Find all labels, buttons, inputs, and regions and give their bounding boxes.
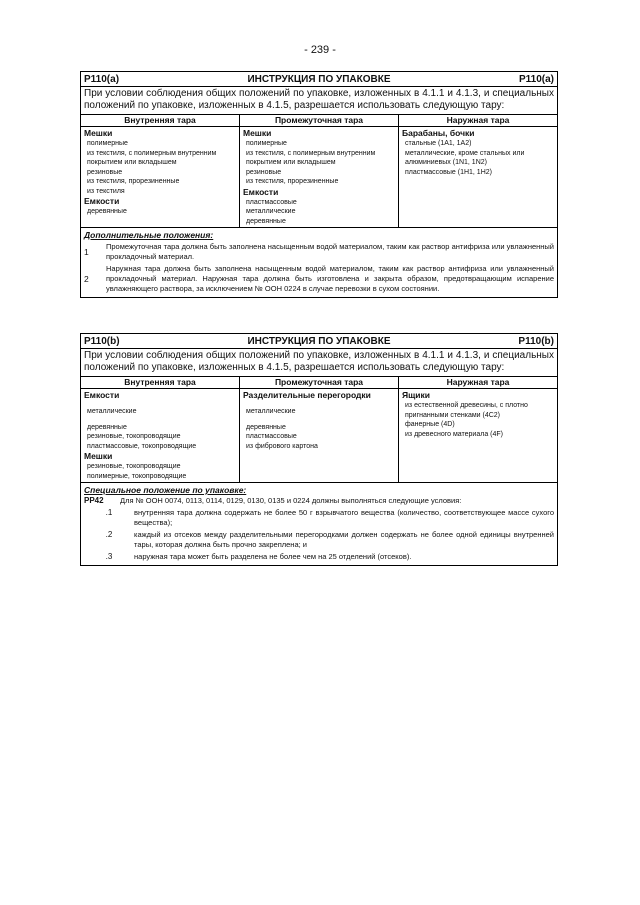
- group-title: Ящики: [402, 390, 430, 400]
- code-right: P110(a): [518, 73, 554, 85]
- list-item: резиновые, токопроводящие: [87, 463, 181, 470]
- additional-provisions: [81, 228, 557, 297]
- list-item: из текстиля, прорезиненные: [87, 178, 180, 185]
- pp-sub-item: [84, 508, 554, 528]
- packaging-columns: [81, 127, 557, 228]
- list-item: из текстиля: [87, 187, 125, 195]
- note-text: Наружная тара должна быть заполнена насыщенным водой материалом, таким как раствор антифриза или увлажненный прокладочный материал. Наружная тара должна быть изготовлена и закрыта образом, предотвращающим испарение увлажняющего раствора, за исключением № ООН 0224 в случае перевозки в сухом состоянии.: [106, 264, 554, 293]
- col-header-intermediate: Промежуточная тара: [240, 115, 399, 126]
- code-left: P110(b): [84, 335, 120, 347]
- special-provisions: [81, 483, 557, 565]
- pp42-provision: [84, 496, 554, 506]
- list-item: из текстиля, с полимерным внутренним покрытием или вкладышем: [87, 149, 217, 166]
- instruction-title: ИНСТРУКЦИЯ ПО УПАКОВКЕ: [247, 335, 391, 347]
- col-header-inner: Внутренняя тара: [81, 377, 240, 388]
- list-item: пластмассовые (1H1, 1H2): [405, 168, 492, 176]
- group-title: Мешки: [84, 128, 113, 138]
- note-item: [84, 264, 554, 294]
- note-number: 1: [84, 247, 89, 257]
- instruction-header: [81, 72, 557, 87]
- pp-text: Для № ООН 0074, 0113, 0114, 0129, 0130, 0135 и 0224 должны выполняться следующие условия:: [120, 496, 462, 505]
- intermediate-packaging: [240, 389, 399, 482]
- list-item: резиновые, токопроводящие: [87, 433, 181, 440]
- sub-number: .3: [105, 552, 113, 561]
- list-item: пластмассовые, токопроводящие: [87, 442, 197, 450]
- notes-title: Дополнительные положения:: [84, 230, 214, 240]
- list-item: из фибрового картона: [246, 442, 318, 450]
- list-item: из текстиля, прорезиненные: [246, 178, 339, 185]
- list-item: металлические: [246, 208, 296, 215]
- list-item: металлические: [87, 408, 137, 415]
- list-item: деревянные: [87, 208, 127, 215]
- list-item: пластмассовые: [246, 433, 297, 440]
- code-left: P110(a): [84, 73, 120, 85]
- instruction-title: ИНСТРУКЦИЯ ПО УПАКОВКЕ: [247, 73, 391, 85]
- list-item: из текстиля, с полимерным внутренним покрытием или вкладышем: [246, 149, 376, 166]
- intermediate-packaging: [240, 127, 399, 227]
- note-item: [84, 242, 554, 262]
- group-title: Емкости: [84, 390, 120, 400]
- list-item: металлические: [246, 408, 296, 415]
- intro-text: При условии соблюдения общих положений по упаковке, изложенных в 4.1.1 и 4.1.3, и специальных положений по упаковке, изложенных в 4.1.5, разрешается использовать следующую тару:: [81, 87, 557, 115]
- group-title: Емкости: [84, 196, 120, 206]
- sub-number: .1: [105, 508, 113, 517]
- pp-sub-item: [84, 530, 554, 550]
- group-title: Емкости: [243, 186, 279, 197]
- packaging-columns: [81, 389, 557, 483]
- group-title: Мешки: [243, 128, 272, 138]
- column-headers: [81, 377, 557, 389]
- instruction-p110a: [80, 71, 558, 298]
- list-item: из естественной древесины, с плотно пригнанными стенками (4C2): [405, 402, 528, 419]
- note-text: Промежуточная тара должна быть заполнена насыщенным водой материалом, таким как раствор антифриза или увлажненный прокладочный материал.: [106, 242, 554, 261]
- col-header-outer: Наружная тара: [446, 377, 510, 387]
- list-item: полимерные: [246, 140, 287, 147]
- group-title: Барабаны, бочки: [402, 128, 475, 138]
- group-title: Разделительные перегородки: [243, 390, 371, 400]
- outer-packaging: [399, 389, 557, 482]
- list-item: полимерные, токопроводящие: [87, 472, 187, 480]
- list-item: резиновые: [87, 168, 123, 176]
- note-number: 2: [84, 274, 89, 284]
- sub-text: внутренняя тара должна содержать не более 50 г взрывчатого вещества (количество, соответствующее массе сухого вещества);: [134, 508, 554, 527]
- page-number: - 239 -: [304, 44, 336, 56]
- sub-text: каждый из отсеков между разделительными перегородками должен содержать не более одной единицы внутренней тары, которая должна быть прочно закреплена; и: [134, 530, 554, 549]
- list-item: деревянные: [246, 423, 286, 431]
- list-item: деревянные: [246, 217, 286, 225]
- sub-text: наружная тара может быть разделена не более чем на 25 отделений (отсеков).: [134, 552, 412, 561]
- inner-packaging: [81, 127, 240, 227]
- col-header-outer: Наружная тара: [446, 115, 510, 125]
- col-header-intermediate: Промежуточная тара: [240, 377, 399, 388]
- group-title: Мешки: [84, 451, 113, 461]
- list-item: фанерные (4D): [405, 421, 455, 428]
- list-item: стальные (1A1, 1A2): [405, 140, 472, 147]
- outer-packaging: [399, 127, 557, 227]
- col-header-inner: Внутренняя тара: [81, 115, 240, 126]
- sub-number: .2: [105, 530, 113, 539]
- list-item: деревянные: [87, 423, 127, 431]
- inner-packaging: [81, 389, 240, 482]
- list-item: металлические, кроме стальных или алюминиевых (1N1, 1N2): [405, 149, 525, 166]
- instruction-header: [81, 334, 557, 349]
- pp-sub-item: [84, 552, 554, 562]
- list-item: резиновые: [246, 168, 282, 176]
- list-item: полимерные: [87, 140, 128, 147]
- special-title: Специальное положение по упаковке:: [84, 485, 247, 495]
- pp-code: PP42: [84, 496, 104, 505]
- column-headers: [81, 115, 557, 127]
- list-item: из древесного материала (4F): [405, 430, 503, 438]
- code-right: P110(b): [518, 335, 554, 347]
- list-item: пластмассовые: [246, 198, 297, 206]
- intro-text: При условии соблюдения общих положений по упаковке, изложенных в 4.1.1 и 4.1.3, и специальных положений по упаковке, изложенных в 4.1.5, разрешается использовать следующую тару:: [81, 349, 557, 377]
- instruction-p110b: [80, 333, 558, 566]
